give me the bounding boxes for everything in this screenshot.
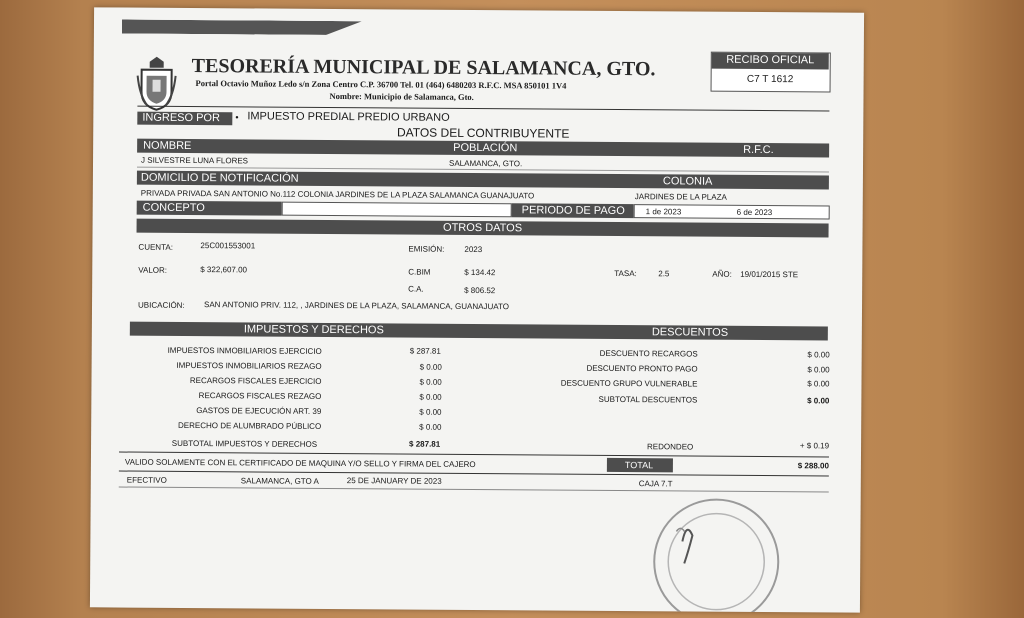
periodo-desde: 1 de 2023	[645, 207, 682, 217]
ingreso-value: IMPUESTO PREDIAL PREDIO URBANO	[247, 110, 450, 124]
caja: CAJA 7.T	[638, 479, 673, 489]
impuesto-value: $ 0.00	[419, 392, 442, 402]
impuestos-subtotal-value: $ 287.81	[409, 439, 441, 449]
ingreso-bullet: •	[235, 112, 239, 123]
concepto-bar	[137, 201, 282, 216]
impuesto-value: $ 0.00	[419, 377, 442, 387]
impuesto-label: GASTOS DE EJECUCIÓN ART. 39	[196, 406, 322, 416]
recibo-number: C7 T 1612	[746, 73, 794, 86]
descuento-value: $ 0.00	[807, 379, 830, 389]
emision-label: EMISIÓN:	[408, 244, 445, 254]
recibo-label: RECIBO OFICIAL	[726, 53, 815, 67]
colonia-value: JARDINES DE LA PLAZA	[634, 192, 727, 202]
periodo-hasta: 6 de 2023	[736, 207, 773, 218]
cbim-label: C.BIM	[408, 267, 431, 277]
lugar: SALAMANCA, GTO A	[240, 476, 319, 486]
impuesto-label: RECARGOS FISCALES REZAGO	[198, 391, 322, 401]
ubicacion-value: SAN ANTONIO PRIV. 112, , JARDINES DE LA PLAZA, SALAMANCA, GUANAJUATO	[203, 300, 510, 312]
redondeo-label: REDONDEO	[647, 442, 694, 452]
cbim-value: $ 134.42	[464, 267, 496, 278]
descuento-value: $ 0.00	[807, 365, 830, 375]
domicilio-value: PRIVADA PRIVADA SAN ANTONIO No.112 COLONIA JARDINES DE LA PLAZA SALAMANCA GUANAJUATO	[140, 188, 535, 201]
descuentos-subtotal-label: SUBTOTAL DESCUENTOS	[598, 394, 698, 405]
impuesto-label: IMPUESTOS INMOBILIARIOS EJERCICIO	[167, 345, 322, 356]
impuesto-value: $ 0.00	[419, 362, 442, 372]
concepto-value-box	[282, 202, 512, 218]
descuentos-subtotal-value: $ 0.00	[807, 396, 830, 406]
otros-title: OTROS DATOS	[443, 221, 523, 235]
descuento-value: $ 0.00	[807, 350, 830, 360]
treasury-address: Portal Octavio Muñoz Ledo s/n Zona Centro C.P. 36700 Tel. 01 (464) 6480203 R.F.C. MSA 850101 1V4	[195, 78, 567, 91]
anio-value: 19/01/2015 STE	[740, 269, 799, 280]
emision-value: 2023	[464, 244, 483, 255]
fecha: 25 DE JANUARY DE 2023	[346, 476, 442, 486]
descuento-label: DESCUENTO GRUPO VULNERABLE	[560, 378, 698, 389]
forma-pago: EFECTIVO	[126, 475, 167, 485]
tasa-value: 2.5	[658, 269, 670, 279]
impuesto-value: $ 0.00	[419, 407, 442, 417]
descuento-label: DESCUENTO RECARGOS	[599, 348, 698, 359]
treasury-name-line: Nombre: Municipio de Salamanca, Gto.	[329, 90, 474, 102]
periodo-label: PERIODO DE PAGO	[521, 204, 625, 218]
impuesto-value: $ 287.81	[409, 346, 441, 356]
otros-header-bar	[137, 219, 829, 238]
impuesto-label: IMPUESTOS INMOBILIARIOS REZAGO	[176, 360, 322, 371]
descuentos-title: DESCUENTOS	[651, 326, 729, 339]
recibo-label-bar	[712, 53, 829, 70]
periodo-bar	[512, 203, 634, 218]
valor-label: VALOR:	[138, 265, 168, 275]
impuestos-header-bar	[130, 322, 828, 341]
validez-text: VALIDO SOLAMENTE CON EL CERTIFICADO DE MAQUINA Y/O SELLO Y FIRMA DEL CAJERO	[124, 457, 476, 469]
total-label: TOTAL	[624, 460, 654, 471]
ca-value: $ 806.52	[464, 285, 496, 296]
ingreso-label: INGRESO POR	[142, 111, 220, 125]
cashier-seal-stamp	[646, 491, 787, 612]
nombre-value: J SILVESTRE LUNA FLORES	[141, 155, 249, 166]
tasa-label: TASA:	[614, 268, 637, 279]
poblacion-label: POBLACIÓN	[453, 141, 518, 155]
rfc-label: R.F.C.	[743, 143, 774, 157]
valor-value: $ 322,607.00	[200, 265, 248, 275]
impuesto-label: DERECHO DE ALUMBRADO PÚBLICO	[178, 420, 322, 431]
header-band	[122, 20, 362, 36]
cuenta-value: 25C001553001	[200, 241, 256, 251]
concepto-label: CONCEPTO	[142, 201, 205, 215]
total-label-bar	[607, 458, 673, 472]
poblacion-value: SALAMANCA, GTO.	[448, 158, 523, 169]
cuenta-label: CUENTA:	[138, 242, 173, 252]
colonia-label: COLONIA	[662, 175, 713, 188]
treasury-title: TESORERÍA MUNICIPAL DE SALAMANCA, GTO.	[191, 55, 656, 81]
domicilio-label: DOMICILIO DE NOTIFICACIÓN	[140, 171, 299, 185]
ubicacion-label: UBICACIÓN:	[137, 300, 185, 310]
domicilio-header-bar	[137, 171, 829, 190]
impuestos-subtotal-label: SUBTOTAL IMPUESTOS Y DERECHOS	[171, 438, 318, 449]
total-value: $ 288.00	[797, 461, 829, 471]
coat-of-arms-icon	[135, 56, 177, 112]
impuestos-title: IMPUESTOS Y DERECHOS	[243, 323, 384, 337]
descuento-label: DESCUENTO PRONTO PAGO	[586, 363, 698, 374]
contribuyente-title: DATOS DEL CONTRIBUYENTE	[396, 125, 570, 141]
nombre-label: NOMBRE	[143, 139, 192, 153]
impuesto-value: $ 0.00	[419, 422, 442, 432]
impuesto-label: RECARGOS FISCALES EJERCICIO	[189, 375, 322, 386]
receipt-paper	[90, 7, 864, 612]
anio-label: AÑO:	[712, 269, 732, 279]
ca-label: C.A.	[408, 284, 424, 294]
redondeo-value: + $ 0.19	[799, 441, 830, 451]
